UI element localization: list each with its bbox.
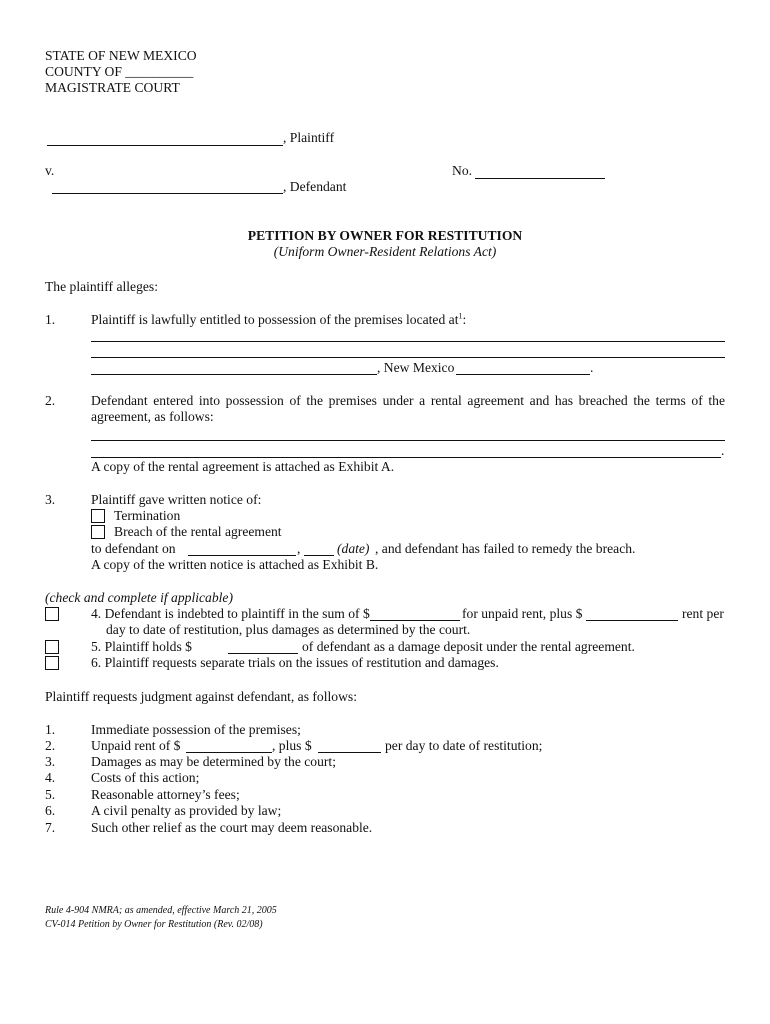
judgment-item-text: Such other relief as the court may deem reasonable. (91, 820, 373, 835)
footnote-ref: 1 (458, 311, 463, 321)
item4-text-c: rent per (682, 606, 724, 621)
notice-date-suffix: , and defendant has failed to remedy the breach. (375, 541, 636, 556)
breach-description-line-2[interactable] (91, 457, 721, 458)
item2-text-line1: Defendant entered into possession of the premises under a rental agreement and has breached the terms of the (91, 393, 725, 408)
item5-text-b: of defendant as a damage deposit under the rental agreement. (302, 639, 635, 654)
judgment-intro: Plaintiff requests judgment against defendant, as follows: (45, 689, 357, 704)
court-heading: MAGISTRATE COURT (45, 80, 180, 95)
premises-address-line-2[interactable] (91, 357, 725, 358)
rent-per-day-line[interactable] (586, 620, 678, 621)
state-heading: STATE OF NEW MEXICO (45, 48, 197, 63)
item6-text: 6. Plaintiff requests separate trials on the issues of restitution and damages. (91, 655, 499, 670)
premises-address-line-1[interactable] (91, 341, 725, 342)
judgment-item-text: Damages as may be determined by the court; (91, 754, 336, 769)
optional-heading: (check and complete if applicable) (45, 590, 233, 605)
item4-text-a: 4. Defendant is indebted to plaintiff in the sum of $ (91, 606, 370, 621)
judgment-unpaid-rent-a: Unpaid rent of $ (91, 738, 181, 753)
judgment-item-text: A civil penalty as provided by law; (91, 803, 282, 818)
exhibit-b-note: A copy of the written notice is attached as Exhibit B. (91, 557, 379, 572)
item1-text: Plaintiff is lawfully entitled to possession of the premises located $at^1$: (91, 311, 467, 327)
termination-checkbox[interactable] (91, 509, 105, 523)
case-number-line[interactable] (475, 178, 605, 179)
versus-label: v. (45, 163, 55, 178)
item4-text-line2: day to date of restitution, plus damages as determined by the court. (106, 622, 471, 637)
judgment-item-number: 7. (45, 820, 56, 835)
notice-year-line[interactable] (304, 555, 334, 556)
date-hint: (date) (337, 541, 370, 556)
judgment-item-number: 5. (45, 787, 56, 802)
judgment-item-number: 4. (45, 770, 56, 785)
item4-text-b: for unpaid rent, plus $ (462, 606, 583, 621)
judgment-item-text: Immediate possession of the premises; (91, 722, 301, 737)
judgment-item-text: Reasonable attorney’s fees; (91, 787, 240, 802)
footer-rule: Rule 4-904 NMRA; as amended, effective March 21, 2005 (45, 905, 277, 916)
premises-zip-line[interactable] (456, 374, 590, 375)
notice-date-line[interactable] (188, 555, 296, 556)
judgment-unpaid-rent-b: , plus $ (272, 738, 312, 753)
unpaid-rent-sum-line[interactable] (370, 620, 460, 621)
item5-text-a: 5. Plaintiff holds $ (91, 639, 192, 654)
judgment-item-number: 6. (45, 803, 56, 818)
judgment-item-number: 3. (45, 754, 56, 769)
exhibit-a-note: A copy of the rental agreement is attached as Exhibit A. (91, 459, 395, 474)
notice-date-comma: , (297, 541, 301, 556)
defendant-label: , Defendant (283, 179, 347, 194)
breach-description-line-1[interactable] (91, 440, 725, 441)
plaintiff-name-line[interactable] (47, 145, 283, 146)
damage-deposit-line[interactable] (228, 653, 298, 654)
notice-date-prefix: to defendant on (91, 541, 176, 556)
judgment-item-text: Costs of this action; (91, 770, 200, 785)
item3-text: Plaintiff gave written notice of: (91, 492, 262, 507)
item5-checkbox[interactable] (45, 640, 59, 654)
item3-number: 3. (45, 492, 56, 507)
page-subtitle: (Uniform Owner-Resident Relations Act) (273, 244, 497, 259)
judgment-item-number: 1. (45, 722, 56, 737)
judgment-unpaid-rent-line[interactable] (186, 752, 272, 753)
judgment-item-number: 2. (45, 738, 56, 753)
plaintiff-label: , Plaintiff (283, 130, 335, 145)
item2-text-line2: agreement, as follows: (91, 409, 214, 424)
breach-checkbox[interactable] (91, 525, 105, 539)
item6-checkbox[interactable] (45, 656, 59, 670)
item2-number: 2. (45, 393, 56, 408)
new-mexico-label: , New Mexico (377, 360, 455, 375)
case-number-label: No. (452, 163, 473, 178)
item4-checkbox[interactable] (45, 607, 59, 621)
breach-label: Breach of the rental agreement (114, 524, 282, 539)
footer-form-id: CV-014 Petition by Owner for Restitution (Rev. 02/08) (45, 919, 263, 930)
county-heading: COUNTY OF __________ (45, 64, 194, 79)
termination-label: Termination (114, 508, 181, 523)
item2-period: . (721, 443, 725, 458)
alleges-intro: The plaintiff alleges: (45, 279, 158, 294)
page-title: PETITION BY OWNER FOR RESTITUTION (247, 228, 523, 243)
judgment-unpaid-rent-c: per day to date of restitution; (385, 738, 543, 753)
premises-city-line[interactable] (91, 374, 377, 375)
item1-period: . (590, 360, 594, 375)
item1-number: 1. (45, 312, 56, 327)
defendant-name-line[interactable] (52, 193, 283, 194)
judgment-rent-per-day-line[interactable] (318, 752, 381, 753)
